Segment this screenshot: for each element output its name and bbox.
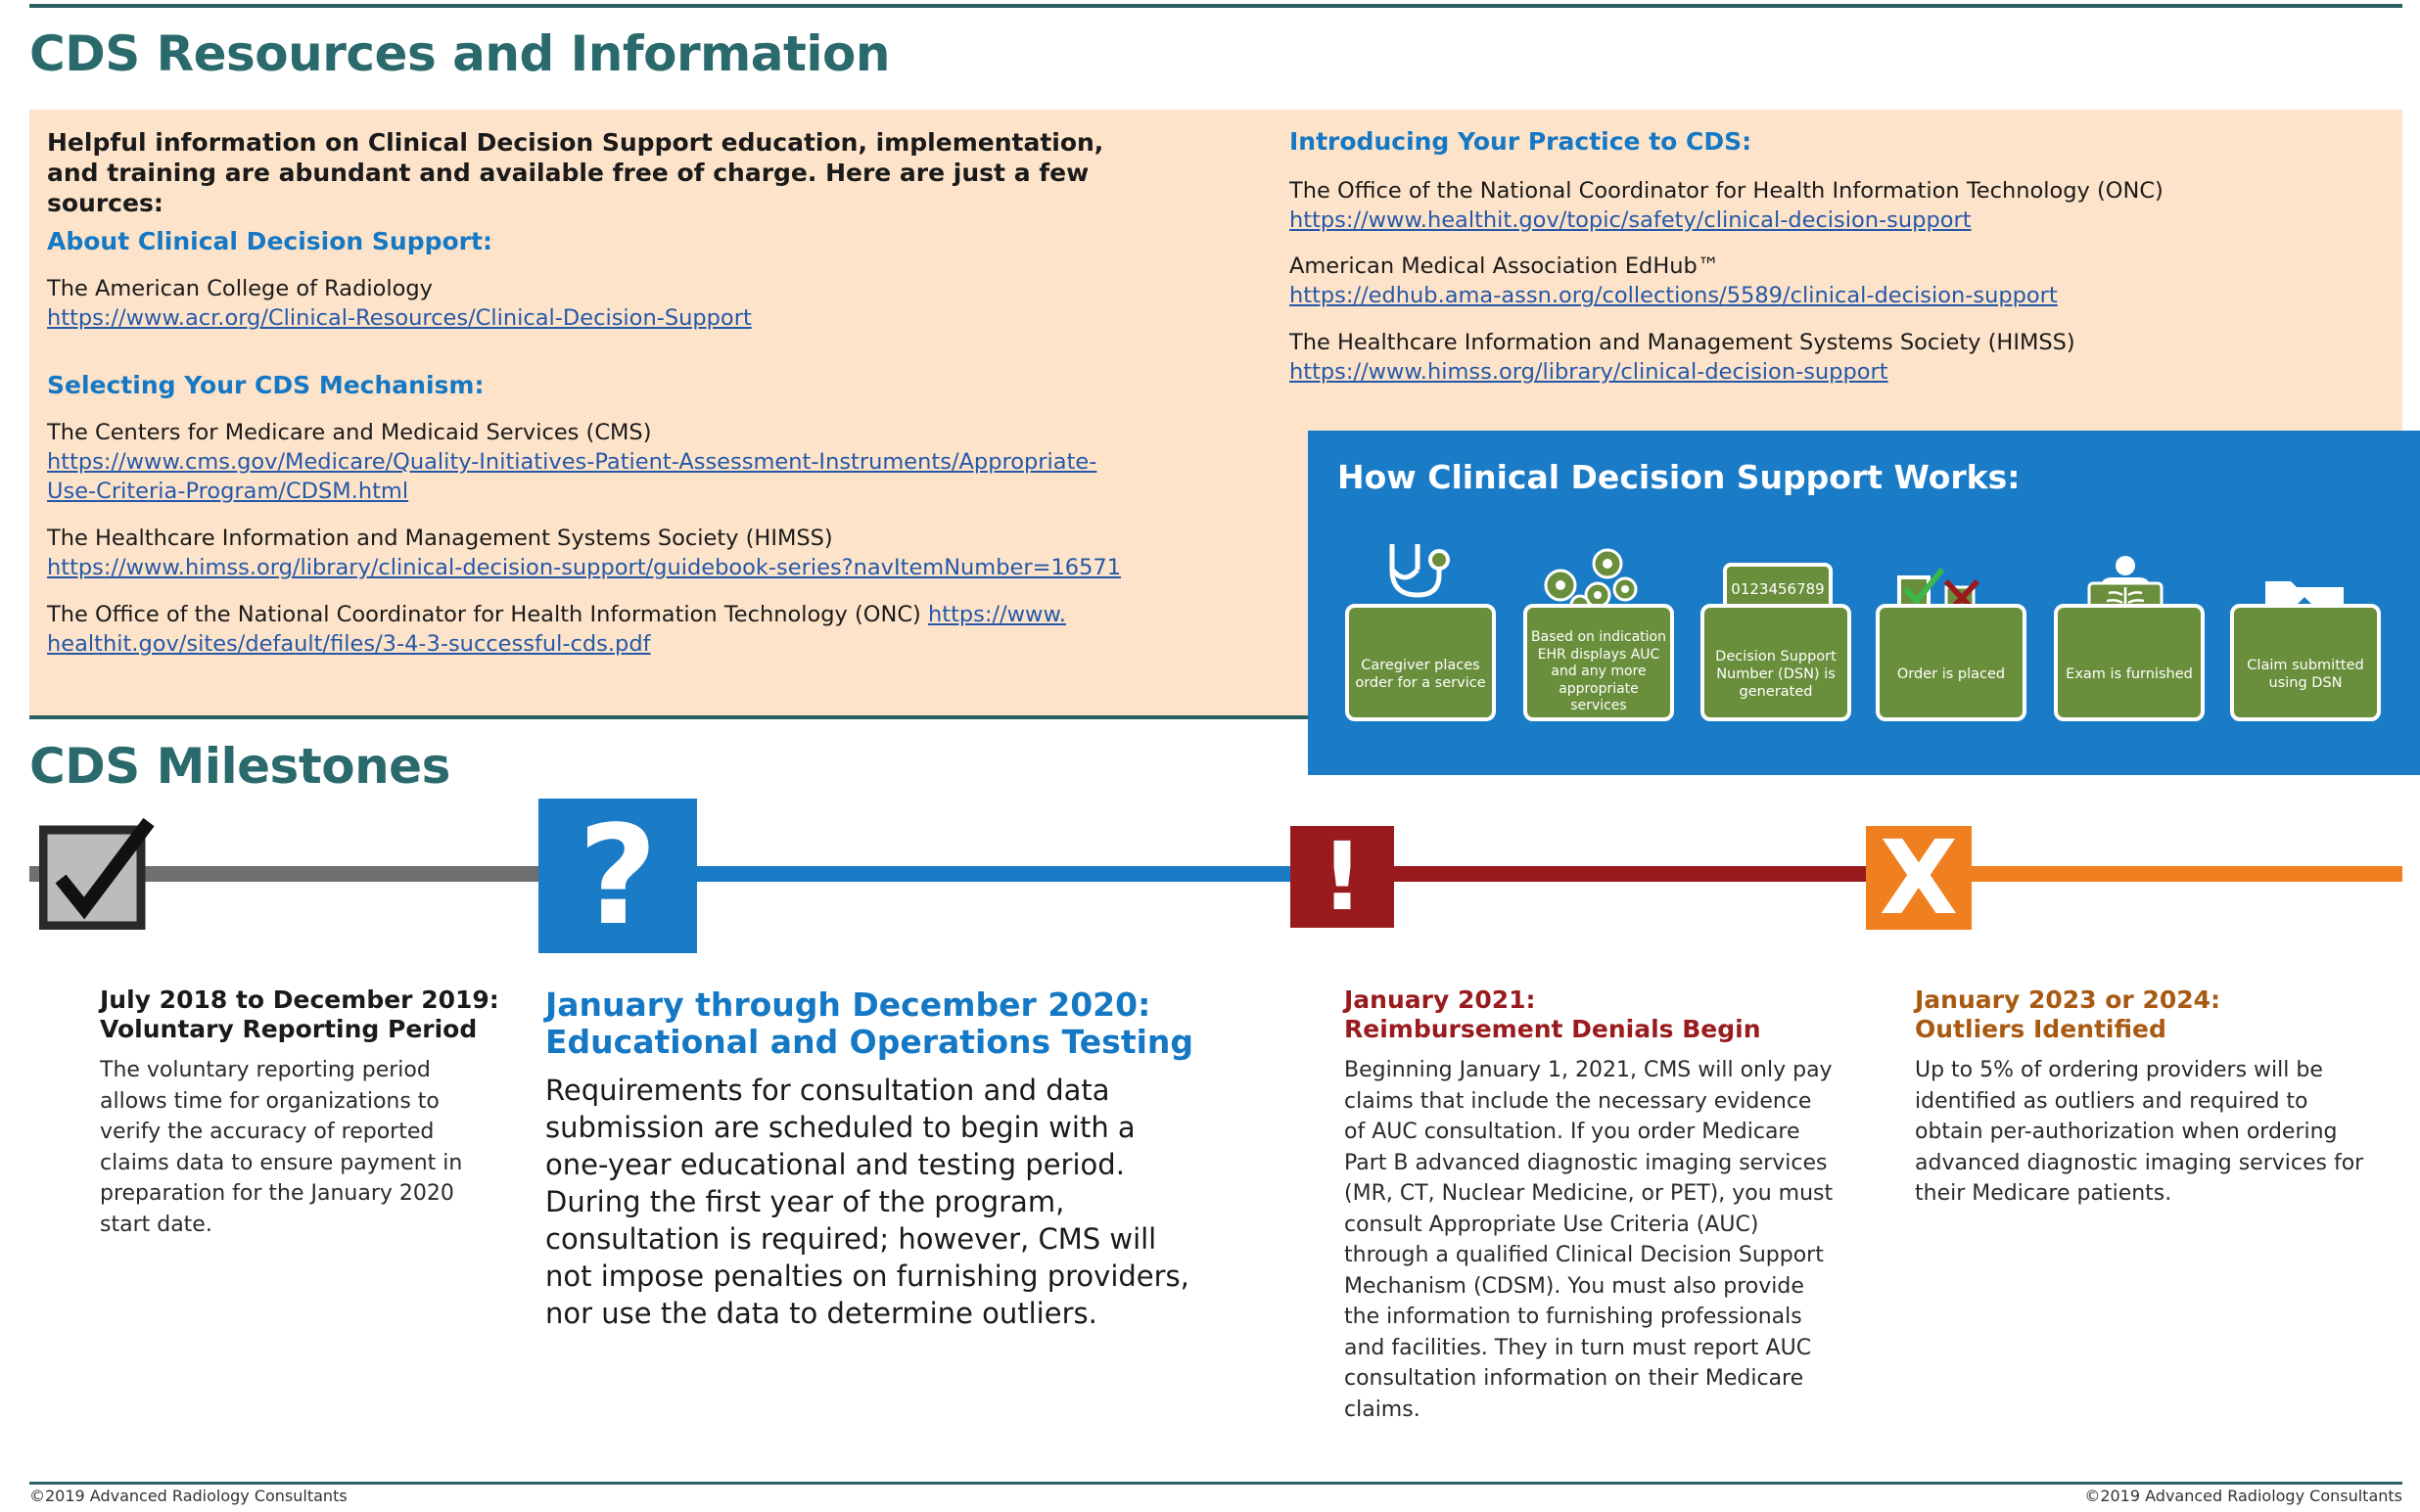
milestones-title: CDS Milestones: [29, 738, 450, 795]
milestone-4-dates: January 2023 or 2024:: [1915, 985, 2221, 1014]
milestone-4-body: Up to 5% of ordering providers will be identified as outliers and required to obtain per-authorization when ordering advanced diagnostic imaging services for their Medicare patients.: [1915, 1058, 2364, 1206]
milestone-2-dates: January through December 2020:: [545, 985, 1151, 1024]
milestone-2-title: Educational and Operations Testing: [545, 1023, 1194, 1061]
step-dsn-generated: Decision Support Number (DSN) is generated: [1700, 604, 1851, 721]
resource-link[interactable]: Use-Criteria-Program/CDSM.html: [47, 479, 409, 504]
step-ehr-displays-auc: Based on indication EHR displays AUC and any more appropriate services: [1523, 604, 1674, 721]
milestone-1-dates: July 2018 to December 2019:: [100, 985, 499, 1014]
step-order-placed: Order is placed: [1876, 604, 2026, 721]
resource-org: The Office of the National Coordinator for Health Information Technology (ONC): [1289, 178, 2164, 204]
introducing-cds-heading: Introducing Your Practice to CDS:: [1289, 127, 1752, 156]
resource-himss-guidebook: [47, 524, 1183, 582]
milestones-rule: [29, 715, 1308, 719]
resource-org: The Office of the National Coordinator for Health Information Technology (ONC): [47, 602, 921, 627]
milestone-4-heading: [1915, 985, 2220, 1044]
resource-org: The Healthcare Information and Management Systems Society (HIMSS): [47, 526, 833, 551]
x-mark-icon: X: [1866, 826, 1972, 930]
resource-org: The Centers for Medicare and Medicaid Services (CMS): [47, 420, 652, 445]
resource-acr: [47, 274, 752, 333]
resource-link[interactable]: https://www.: [928, 602, 1066, 627]
resources-title: CDS Resources and Information: [29, 25, 890, 82]
milestone-3-dates: January 2021:: [1344, 985, 1536, 1014]
checkbox-icon: [39, 818, 157, 930]
milestone-3-title: Reimbursement Denials Begin: [1344, 1015, 1761, 1043]
resource-link[interactable]: healthit.gov/sites/default/files/3-4-3-successful-cds.pdf: [47, 631, 651, 657]
selecting-cds-heading: Selecting Your CDS Mechanism:: [47, 371, 485, 399]
resource-himss-cds: [1289, 328, 2075, 387]
dsn-card-icon: 0123456789: [1723, 563, 1833, 616]
resource-link[interactable]: https://www.cms.gov/Medicare/Quality-Initiatives-Patient-Assessment-Instruments/Appropriate-: [47, 449, 1097, 475]
resources-intro: Helpful information on Clinical Decision Support education, implementation, and training are abundant and available free of charge. Here are just a few sources:: [47, 128, 1104, 217]
resource-onc-successful-cds: [47, 600, 1183, 659]
resource-org: The Healthcare Information and Management Systems Society (HIMSS): [1289, 330, 2075, 355]
milestone-1-body: The voluntary reporting period allows time for organizations to verify the accuracy of reported claims data to ensure payment in preparation for the January 2020 start date.: [100, 1058, 463, 1237]
footer-copyright-left: ©2019 Advanced Radiology Consultants: [29, 1487, 348, 1505]
milestone-1-title: Voluntary Reporting Period: [100, 1015, 478, 1043]
top-rule: [29, 4, 2402, 8]
how-cds-works-panel: [1308, 431, 2420, 775]
resource-link[interactable]: https://www.acr.org/Clinical-Resources/Clinical-Decision-Support: [47, 305, 752, 331]
exclamation-icon: !: [1290, 826, 1394, 928]
resource-ama-edhub: [1289, 252, 2058, 310]
resource-org: The American College of Radiology: [47, 276, 434, 301]
resource-link[interactable]: https://www.himss.org/library/clinical-decision-support/guidebook-series?navItemNumber=16571: [47, 555, 1122, 580]
step-caregiver-order: Caregiver places order for a service: [1345, 604, 1496, 721]
resource-org: American Medical Association EdHub™: [1289, 253, 1720, 279]
resource-link[interactable]: https://edhub.ama-assn.org/collections/5589/clinical-decision-support: [1289, 283, 2058, 308]
resource-link[interactable]: https://www.healthit.gov/topic/safety/clinical-decision-support: [1289, 207, 1972, 233]
step-claim-submitted: Claim submitted using DSN: [2230, 604, 2381, 721]
resource-link[interactable]: https://www.himss.org/library/clinical-decision-support: [1289, 359, 1888, 385]
resource-onc-safety: [1289, 176, 2164, 235]
resource-cms: [47, 418, 1183, 506]
milestone-1-heading: [100, 985, 499, 1044]
milestone-2-heading: [545, 986, 1193, 1061]
how-cds-works-title: How Clinical Decision Support Works:: [1337, 458, 2021, 496]
bottom-rule: [29, 1482, 2402, 1485]
step-exam-furnished: Exam is furnished: [2054, 604, 2205, 721]
milestone-3-body: Beginning January 1, 2021, CMS will only pay claims that include the necessary evidence of AUC consultation. If you order Medicare Part B advanced diagnostic imaging services (MR, CT, Nuclear Medicine, or PET), you must consult Appropriate Use Criteria (AUC) through a qualified Clinical Decision Support Mechanism (CDSM). You must also provide the information to furnishing professionals and facilities. They in turn must report AUC consultation information on their Medicare claims.: [1344, 1058, 1834, 1422]
milestone-4-title: Outliers Identified: [1915, 1015, 2166, 1043]
milestone-3-heading: [1344, 985, 1761, 1044]
milestone-2-body: Requirements for consultation and data submission are scheduled to begin with a one-year educational and testing period. During the first year of the program, consultation is required; however, CMS will not impose penalties on furnishing providers, nor use the data to determine outliers.: [545, 1074, 1189, 1330]
question-icon: ?: [538, 799, 697, 953]
footer-copyright-right: ©2019 Advanced Radiology Consultants: [2084, 1487, 2402, 1505]
about-cds-heading: About Clinical Decision Support:: [47, 227, 492, 255]
